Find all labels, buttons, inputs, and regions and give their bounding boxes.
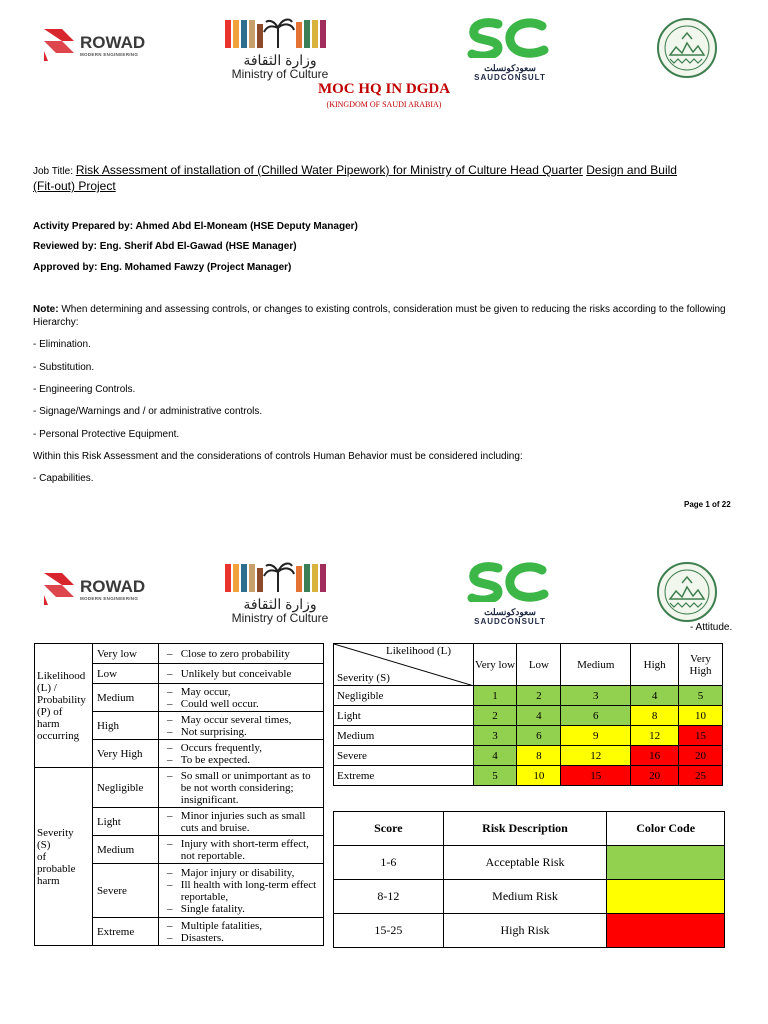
matrix-cell-red: 16 bbox=[631, 746, 679, 766]
likelihood-desc: – May occur several times, – Not surprising. bbox=[158, 712, 323, 740]
matrix-corner-severity: Severity (S) bbox=[337, 672, 390, 684]
legend-row bbox=[334, 846, 725, 880]
matrix-row-label: Light bbox=[334, 706, 474, 726]
moc-logo bbox=[222, 562, 338, 625]
matrix-cell-green: 1 bbox=[473, 686, 517, 706]
matrix-col-header: Very low bbox=[473, 644, 517, 686]
note-item: - Substitution. bbox=[33, 362, 95, 373]
note-item: - Elimination. bbox=[33, 339, 91, 350]
matrix-corner-cell bbox=[334, 644, 474, 686]
matrix-row-label: Extreme bbox=[334, 766, 474, 786]
matrix-cell-green: 5 bbox=[679, 686, 723, 706]
severity-level: Medium bbox=[92, 836, 158, 864]
likelihood-desc: – Close to zero probability bbox=[158, 644, 323, 664]
legend-header: Color Code bbox=[607, 812, 725, 846]
project-subtitle: (KINGDOM OF SAUDI ARABIA) bbox=[326, 100, 442, 109]
severity-category bbox=[35, 768, 93, 946]
legend-desc: High Risk bbox=[443, 914, 607, 948]
severity-desc: – Injury with short-term effect, not reportable. bbox=[158, 836, 323, 864]
matrix-row bbox=[334, 706, 723, 726]
likelihood-label-line: occurring bbox=[37, 729, 80, 742]
matrix-row bbox=[334, 766, 723, 786]
matrix-row-label: Negligible bbox=[334, 686, 474, 706]
matrix-cell-red: 15 bbox=[561, 766, 631, 786]
matrix-cell-yellow: 8 bbox=[517, 746, 561, 766]
severity-label-line: probable bbox=[37, 862, 76, 875]
severity-level: Extreme bbox=[92, 918, 158, 946]
human-behavior-text: Within this Risk Assessment and the considerations of controls Human Behavior must be considered including: bbox=[33, 451, 523, 462]
sc-monogram-icon bbox=[458, 18, 562, 58]
likelihood-level: Low bbox=[92, 664, 158, 684]
legend-score: 15-25 bbox=[334, 914, 444, 948]
matrix-row bbox=[334, 726, 723, 746]
legend-header-row bbox=[334, 812, 725, 846]
matrix-row-label: Severe bbox=[334, 746, 474, 766]
likelihood-level: Medium bbox=[92, 684, 158, 712]
rowad-name: ROWAD bbox=[80, 32, 146, 52]
likelihood-label-line: Likelihood bbox=[37, 669, 86, 682]
matrix-cell-red: 25 bbox=[679, 766, 723, 786]
saudconsult-arabic: سعودكونسلت bbox=[484, 63, 536, 73]
matrix-cell-green: 5 bbox=[473, 766, 517, 786]
note-paragraph bbox=[33, 303, 743, 329]
matrix-cell-yellow: 8 bbox=[631, 706, 679, 726]
page-total: 22 bbox=[721, 500, 731, 509]
matrix-cell-yellow: 12 bbox=[631, 726, 679, 746]
dgda-seal-icon bbox=[656, 561, 718, 623]
legend-row bbox=[334, 880, 725, 914]
matrix-cell-green: 6 bbox=[561, 706, 631, 726]
matrix-cell-yellow: 10 bbox=[517, 766, 561, 786]
matrix-corner-likelihood: Likelihood (L) bbox=[386, 645, 452, 657]
rowad-chevron-icon bbox=[42, 27, 76, 63]
matrix-cell-red: 20 bbox=[631, 766, 679, 786]
likelihood-row bbox=[35, 644, 324, 664]
page-current: 1 bbox=[705, 500, 710, 509]
legend-desc: Medium Risk bbox=[443, 880, 607, 914]
rowad-subtitle: MODERN ENGINEERING bbox=[80, 51, 139, 57]
likelihood-category bbox=[35, 644, 93, 768]
page-of: of bbox=[709, 500, 722, 509]
likelihood-label-line: harm bbox=[37, 717, 60, 730]
likelihood-level: Very High bbox=[92, 740, 158, 768]
legend-desc: Acceptable Risk bbox=[443, 846, 607, 880]
note-hierarchy: Hierarchy: bbox=[33, 317, 79, 328]
likelihood-desc: – Occurs frequently, – To be expected. bbox=[158, 740, 323, 768]
legend-header: Risk Description bbox=[443, 812, 607, 846]
legend-score: 1-6 bbox=[334, 846, 444, 880]
note-text: When determining and assessing controls, or changes to existing controls, consideration must be given to reducing the risks according to the following bbox=[58, 304, 726, 315]
page-prefix: Page bbox=[684, 500, 706, 509]
approved-by: Approved by: Eng. Mohamed Fawzy (Project Manager) bbox=[33, 262, 292, 273]
sc-monogram-icon bbox=[458, 562, 562, 602]
risk-matrix-table bbox=[333, 643, 723, 786]
project-title: MOC HQ IN DGDA bbox=[317, 81, 451, 97]
legend-color-swatch bbox=[607, 914, 725, 948]
matrix-row bbox=[334, 746, 723, 766]
likelihood-label-line: (P) of bbox=[37, 705, 63, 718]
rowad-logo bbox=[42, 27, 145, 63]
moc-english-name: Ministry of Culture bbox=[231, 67, 329, 81]
rowad-name: ROWAD bbox=[80, 576, 146, 596]
moc-english-name: Ministry of Culture bbox=[231, 611, 329, 625]
rowad-subtitle: MODERN ENGINEERING bbox=[80, 595, 139, 601]
risk-legend-table bbox=[333, 811, 725, 948]
matrix-cell-green: 3 bbox=[473, 726, 517, 746]
reviewed-by: Reviewed by: Eng. Sherif Abd El-Gawad (HSE Manager) bbox=[33, 241, 297, 252]
matrix-row bbox=[334, 686, 723, 706]
severity-level: Severe bbox=[92, 864, 158, 918]
matrix-row-label: Medium bbox=[334, 726, 474, 746]
legend-color-swatch bbox=[607, 846, 725, 880]
matrix-cell-green: 6 bbox=[517, 726, 561, 746]
moc-logo bbox=[222, 18, 338, 81]
note-label: Note: bbox=[33, 304, 59, 315]
likelihood-label-line: (L) / bbox=[37, 681, 57, 694]
severity-desc: – Multiple fatalities, – Disasters. bbox=[158, 918, 323, 946]
matrix-col-header: Low bbox=[517, 644, 561, 686]
dgda-seal-icon bbox=[656, 17, 718, 79]
rowad-logo bbox=[42, 571, 145, 607]
job-title-block bbox=[33, 163, 733, 194]
rowad-chevron-icon bbox=[42, 571, 76, 607]
saudconsult-logo bbox=[458, 18, 562, 83]
severity-row bbox=[35, 768, 324, 808]
severity-desc: – Major injury or disability, – Ill health with long-term effect reportable, – Single fatality. bbox=[158, 864, 323, 918]
rating-definitions-table bbox=[34, 643, 324, 946]
matrix-col-header: High bbox=[631, 644, 679, 686]
matrix-cell-green: 4 bbox=[517, 706, 561, 726]
likelihood-desc: – May occur, – Could well occur. bbox=[158, 684, 323, 712]
matrix-cell-yellow: 10 bbox=[679, 706, 723, 726]
note-item: - Engineering Controls. bbox=[33, 384, 136, 395]
moc-arabic-name: وزارة الثقافة bbox=[243, 52, 317, 68]
severity-desc: – Minor injuries such as small cuts and bruise. bbox=[158, 808, 323, 836]
matrix-cell-green: 2 bbox=[517, 686, 561, 706]
severity-label-line: of bbox=[37, 850, 47, 863]
matrix-cell-red: 15 bbox=[679, 726, 723, 746]
job-title-design-build: Design and Build bbox=[586, 163, 677, 177]
likelihood-level: Very low bbox=[92, 644, 158, 664]
legend-color-swatch bbox=[607, 880, 725, 914]
saudconsult-arabic: سعودكونسلت bbox=[484, 607, 536, 617]
saudconsult-logo bbox=[458, 562, 562, 627]
matrix-cell-green: 3 bbox=[561, 686, 631, 706]
likelihood-level: High bbox=[92, 712, 158, 740]
attitude-item: - Attitude. bbox=[690, 622, 733, 633]
matrix-cell-yellow: 9 bbox=[561, 726, 631, 746]
prepared-by: Activity Prepared by: Ahmed Abd El-Moneam (HSE Deputy Manager) bbox=[33, 221, 358, 232]
matrix-cell-green: 2 bbox=[473, 706, 517, 726]
dgda-seal-logo bbox=[656, 17, 718, 84]
severity-level: Negligible bbox=[92, 768, 158, 808]
severity-desc: – So small or unimportant as to be not worth considering; insignificant. bbox=[158, 768, 323, 808]
moc-palm-stripes-icon bbox=[222, 18, 334, 48]
moc-arabic-name: وزارة الثقافة bbox=[243, 596, 317, 612]
matrix-col-header: Very High bbox=[679, 644, 723, 686]
matrix-cell-yellow: 12 bbox=[561, 746, 631, 766]
job-title-fitout: (Fit-out) Project bbox=[33, 179, 116, 193]
saudconsult-english: SAUDCONSULT bbox=[474, 617, 546, 626]
severity-label-line: (S) bbox=[37, 838, 51, 851]
note-item: - Personal Protective Equipment. bbox=[33, 429, 180, 440]
matrix-header-row bbox=[334, 644, 723, 686]
severity-level: Light bbox=[92, 808, 158, 836]
matrix-cell-green: 4 bbox=[631, 686, 679, 706]
job-title-label: Job Title: bbox=[33, 166, 76, 177]
legend-score: 8-12 bbox=[334, 880, 444, 914]
matrix-col-header: Medium bbox=[561, 644, 631, 686]
capabilities-item: - Capabilities. bbox=[33, 473, 94, 484]
moc-palm-stripes-icon bbox=[222, 562, 334, 592]
legend-header: Score bbox=[334, 812, 444, 846]
legend-row bbox=[334, 914, 725, 948]
job-title-text: Risk Assessment of installation of (Chilled Water Pipework) for Ministry of Culture Head Quarter bbox=[75, 163, 583, 177]
likelihood-desc: – Unlikely but conceivable bbox=[158, 664, 323, 684]
severity-label-line: Severity bbox=[37, 826, 74, 839]
note-item: - Signage/Warnings and / or administrative controls. bbox=[33, 406, 263, 417]
matrix-cell-red: 20 bbox=[679, 746, 723, 766]
dgda-seal-logo bbox=[656, 561, 718, 628]
likelihood-label-line: Probability bbox=[37, 693, 86, 706]
severity-label-line: harm bbox=[37, 874, 60, 887]
page-number bbox=[684, 500, 731, 509]
matrix-cell-green: 4 bbox=[473, 746, 517, 766]
saudconsult-english: SAUDCONSULT bbox=[474, 73, 546, 82]
